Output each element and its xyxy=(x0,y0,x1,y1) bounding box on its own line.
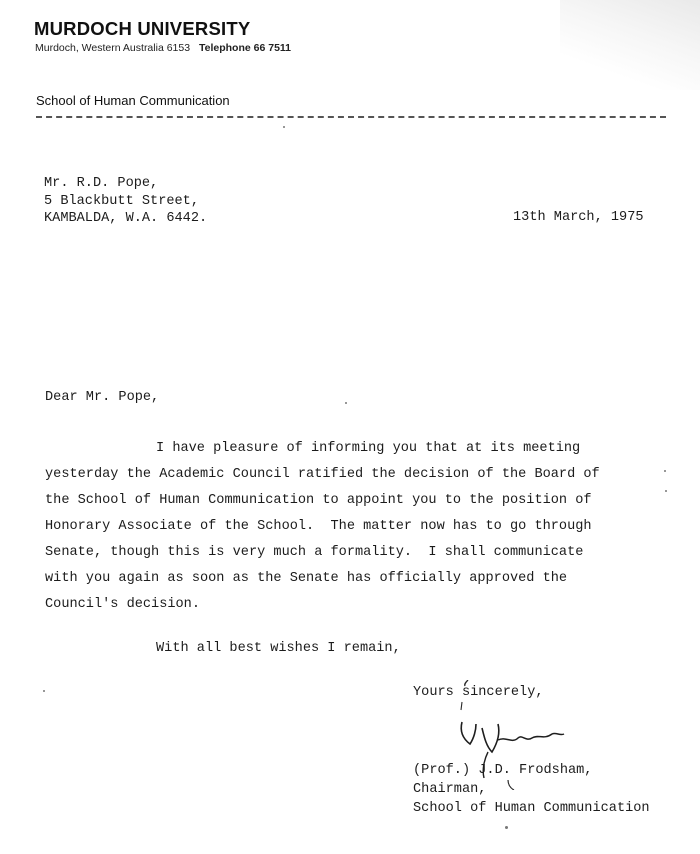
signatory-line: (Prof.) J.D. Frodsham, xyxy=(413,763,593,778)
recipient-line: 5 Blackbutt Street, xyxy=(44,193,199,209)
recipient-line: KAMBALDA, W.A. 6442. xyxy=(44,211,208,226)
paper-speck xyxy=(283,126,285,128)
body-line: yesterday the Academic Council ratified the decision of the Board of xyxy=(45,467,600,482)
paper-speck xyxy=(664,470,666,472)
body-line: Senate, though this is very much a formality. I shall communicate xyxy=(45,545,584,560)
letter-body xyxy=(45,440,600,622)
school-name: School of Human Communication xyxy=(36,93,230,108)
recipient-address xyxy=(44,175,207,228)
university-address: Murdoch, Western Australia 6153 xyxy=(35,42,191,54)
salutation: Dear Mr. Pope, xyxy=(45,390,160,405)
body-line: the School of Human Communication to appoint you to the position of xyxy=(45,493,592,508)
signatory-line: School of Human Communication xyxy=(413,801,650,816)
paper-fold-shadow xyxy=(560,0,700,90)
signatory-line: Chairman, xyxy=(413,782,487,797)
body-line: Council's decision. xyxy=(45,597,200,612)
paper-speck xyxy=(345,402,347,404)
paper-speck xyxy=(665,490,667,492)
letter-date: 13th March, 1975 xyxy=(513,210,644,225)
body-line: I have pleasure of informing you that at its meeting xyxy=(156,441,581,456)
body-line: with you again as soon as the Senate has officially approved the xyxy=(45,571,568,586)
letterhead-rule xyxy=(36,116,666,118)
signatory xyxy=(413,762,650,819)
recipient-line: Mr. R.D. Pope, xyxy=(44,176,159,191)
closing-remark: With all best wishes I remain, xyxy=(156,641,401,656)
university-telephone: Telephone 66 7511 xyxy=(198,42,292,54)
paper-speck xyxy=(43,690,45,692)
valediction: Yours sincerely, xyxy=(413,685,544,700)
university-address-line xyxy=(35,42,291,54)
university-name: MURDOCH UNIVERSITY xyxy=(34,18,251,39)
body-line: Honorary Associate of the School. The matter now has to go through xyxy=(45,519,592,534)
paper-speck xyxy=(505,826,508,829)
